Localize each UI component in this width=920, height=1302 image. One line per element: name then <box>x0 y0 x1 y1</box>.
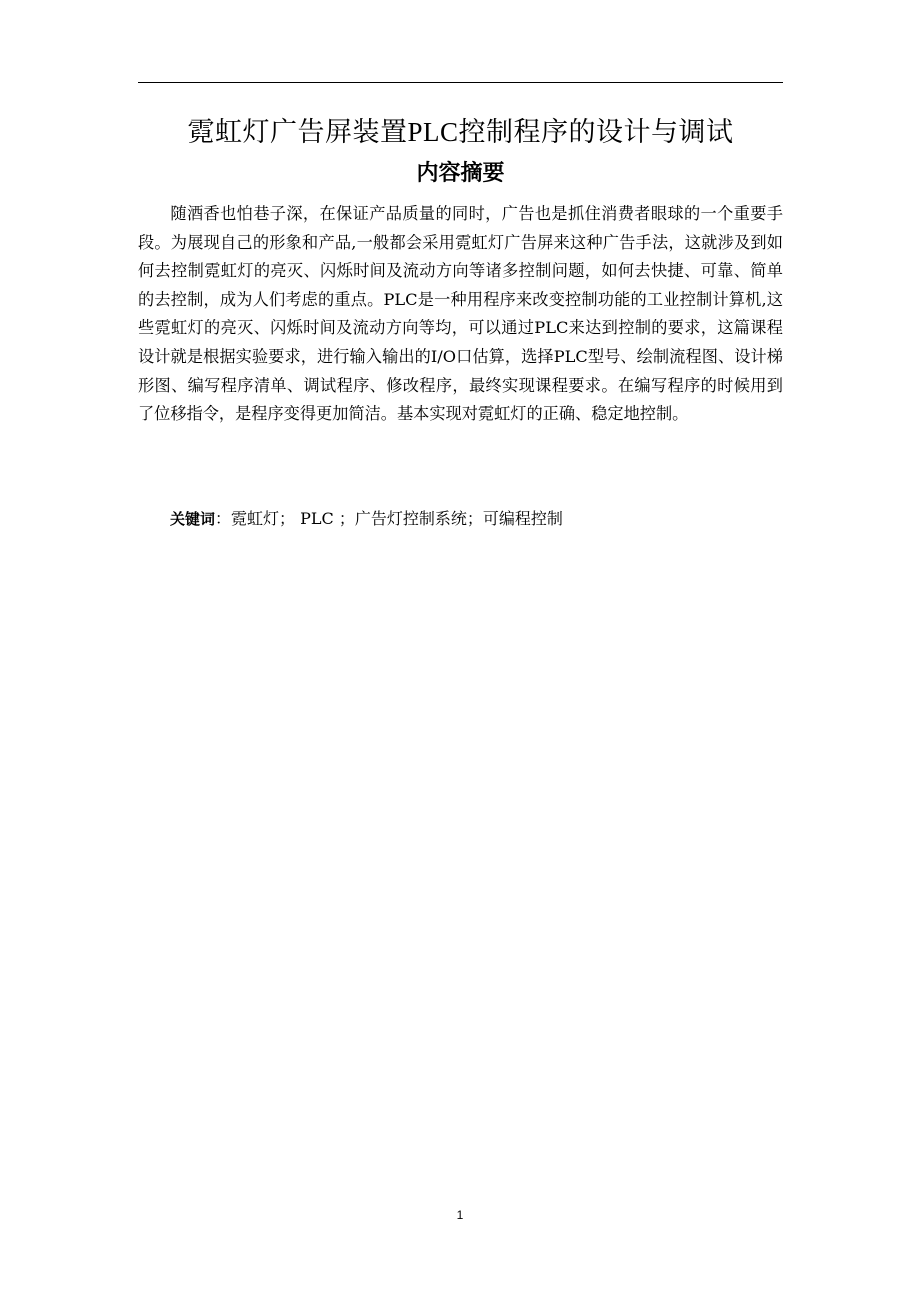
keywords-line <box>138 505 783 533</box>
abstract-paragraph: 随酒香也怕巷子深，在保证产品质量的同时，广告也是抓住消费者眼球的一个重要手段。为展现自己的形象和产品,一般都会采用霓虹灯广告屏来这种广告手法，这就涉及到如何去控制霓虹灯的亮灭、闪烁时间及流动方向等诸多控制问题，如何去快捷、可靠、简单的去控制，成为人们考虑的重点。PLC是一种用程序来改变控制功能的工业控制计算机,这些霓虹灯的亮灭、闪烁时间及流动方向等均，可以通过PLC来达到控制的要求，这篇课程设计就是根据实验要求，进行输入输出的I/O口估算，选择PLC型号、绘制流程图、设计梯形图、编写程序清单、调试程序、修改程序，最终实现课程要求。在编写程序的时候用到了位移指令，是程序变得更加简洁。基本实现对霓虹灯的正确、稳定地控制。 <box>138 204 783 424</box>
header-rule <box>138 82 783 83</box>
page-number: 1 <box>456 1208 464 1222</box>
keywords-text: ：霓虹灯； PLC ；广告灯控制系统；可编程控制 <box>215 509 563 528</box>
section-heading-abstract: 内容摘要 <box>416 161 505 186</box>
keywords-label: 关键词 <box>170 510 216 528</box>
document-title: 霓虹灯广告屏装置PLC控制程序的设计与调试 <box>187 117 734 147</box>
